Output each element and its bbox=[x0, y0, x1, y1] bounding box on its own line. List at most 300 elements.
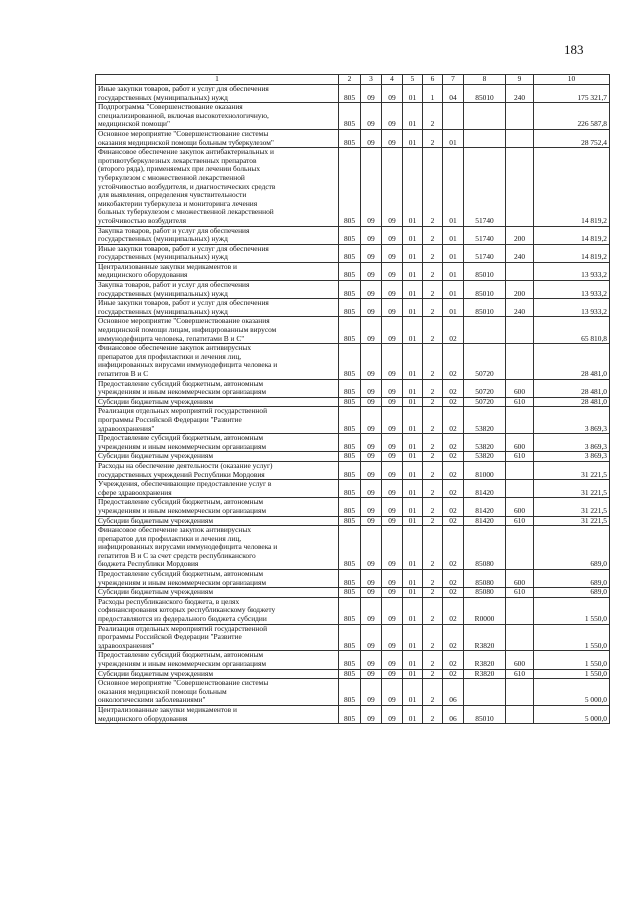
code-ministry: 805 bbox=[339, 461, 361, 479]
code-direction: 85010 bbox=[464, 262, 506, 280]
code-ministry: 805 bbox=[339, 498, 361, 516]
table-row bbox=[96, 262, 610, 280]
expense-name: Субсидии бюджетным учреждениям bbox=[96, 669, 339, 679]
amount-value: 3 869,3 bbox=[534, 452, 610, 462]
code-expense-type bbox=[506, 344, 534, 379]
code-subsection: 09 bbox=[382, 480, 403, 498]
table-row bbox=[96, 397, 610, 407]
table-row bbox=[96, 317, 610, 344]
amount-value: 5 000,0 bbox=[534, 705, 610, 723]
amount-value: 14 819,2 bbox=[534, 148, 610, 226]
code-subsection: 09 bbox=[382, 679, 403, 706]
code-subprogram: 2 bbox=[423, 480, 443, 498]
expense-name: Иные закупки товаров, работ и услуг для обеспечения государственных (муниципальных) нужд bbox=[96, 244, 339, 262]
code-activity: 02 bbox=[443, 516, 464, 526]
code-expense-type: 600 bbox=[506, 434, 534, 452]
amount-value: 31 221,5 bbox=[534, 516, 610, 526]
code-section: 09 bbox=[361, 452, 382, 462]
code-subprogram: 1 bbox=[423, 85, 443, 103]
code-ministry: 805 bbox=[339, 480, 361, 498]
code-program: 01 bbox=[403, 651, 423, 669]
expense-name: Расходы на обеспечение деятельности (оказание услуг) государственных учреждений Республики Мордовия bbox=[96, 461, 339, 479]
code-ministry: 805 bbox=[339, 397, 361, 407]
code-subsection: 09 bbox=[382, 526, 403, 570]
code-subsection: 09 bbox=[382, 570, 403, 588]
code-activity: 06 bbox=[443, 679, 464, 706]
expense-name: Предоставление субсидий бюджетным, автономным учреждениям и иным некоммерческим организациям bbox=[96, 651, 339, 669]
code-subsection: 09 bbox=[382, 299, 403, 317]
code-expense-type: 240 bbox=[506, 85, 534, 103]
code-ministry: 805 bbox=[339, 624, 361, 651]
expense-name: Субсидии бюджетным учреждениям bbox=[96, 397, 339, 407]
code-expense-type: 610 bbox=[506, 588, 534, 598]
code-activity: 02 bbox=[443, 379, 464, 397]
code-subsection: 09 bbox=[382, 669, 403, 679]
code-subsection: 09 bbox=[382, 407, 403, 434]
code-direction: 50720 bbox=[464, 397, 506, 407]
code-program: 01 bbox=[403, 379, 423, 397]
code-section: 09 bbox=[361, 344, 382, 379]
code-expense-type bbox=[506, 679, 534, 706]
code-program: 01 bbox=[403, 129, 423, 147]
table-row bbox=[96, 705, 610, 723]
code-direction: 85010 bbox=[464, 299, 506, 317]
table-row bbox=[96, 103, 610, 130]
table-row bbox=[96, 148, 610, 226]
expense-name: Субсидии бюджетным учреждениям bbox=[96, 516, 339, 526]
code-subprogram: 2 bbox=[423, 461, 443, 479]
code-direction: 81420 bbox=[464, 498, 506, 516]
column-header: 10 bbox=[534, 75, 610, 85]
table-row bbox=[96, 461, 610, 479]
expense-name: Реализация отдельных мероприятий государственной программы Российской Федерации "Развитие здравоохранения" bbox=[96, 407, 339, 434]
code-expense-type: 610 bbox=[506, 452, 534, 462]
code-ministry: 805 bbox=[339, 226, 361, 244]
code-expense-type: 200 bbox=[506, 281, 534, 299]
code-section: 09 bbox=[361, 434, 382, 452]
code-ministry: 805 bbox=[339, 281, 361, 299]
expense-name: Предоставление субсидий бюджетным, автономным учреждениям и иным некоммерческим организациям bbox=[96, 434, 339, 452]
code-subsection: 09 bbox=[382, 344, 403, 379]
code-section: 09 bbox=[361, 624, 382, 651]
table-row bbox=[96, 498, 610, 516]
code-expense-type bbox=[506, 597, 534, 624]
amount-value: 175 321,7 bbox=[534, 85, 610, 103]
table-row bbox=[96, 651, 610, 669]
expense-name: Иные закупки товаров, работ и услуг для обеспечения государственных (муниципальных) нужд bbox=[96, 299, 339, 317]
code-subprogram: 2 bbox=[423, 397, 443, 407]
code-ministry: 805 bbox=[339, 85, 361, 103]
table-row bbox=[96, 452, 610, 462]
code-subprogram: 2 bbox=[423, 103, 443, 130]
code-program: 01 bbox=[403, 281, 423, 299]
code-expense-type: 600 bbox=[506, 379, 534, 397]
code-section: 09 bbox=[361, 705, 382, 723]
code-activity bbox=[443, 103, 464, 130]
code-section: 09 bbox=[361, 669, 382, 679]
code-program: 01 bbox=[403, 262, 423, 280]
code-subprogram: 2 bbox=[423, 379, 443, 397]
code-subsection: 09 bbox=[382, 498, 403, 516]
code-expense-type: 610 bbox=[506, 669, 534, 679]
code-program: 01 bbox=[403, 526, 423, 570]
code-subprogram: 2 bbox=[423, 344, 443, 379]
table-row bbox=[96, 480, 610, 498]
code-direction bbox=[464, 103, 506, 130]
code-direction bbox=[464, 679, 506, 706]
code-subsection: 09 bbox=[382, 588, 403, 598]
code-expense-type bbox=[506, 103, 534, 130]
code-expense-type bbox=[506, 317, 534, 344]
expense-name: Основное мероприятие "Совершенствование оказания медицинской помощи лицам, инфицированным вирусом иммунодефицита человека, гепатитами В и С" bbox=[96, 317, 339, 344]
code-subprogram: 2 bbox=[423, 669, 443, 679]
amount-value: 1 550,0 bbox=[534, 651, 610, 669]
code-direction: R3820 bbox=[464, 669, 506, 679]
code-subsection: 09 bbox=[382, 103, 403, 130]
amount-value: 1 550,0 bbox=[534, 624, 610, 651]
code-subprogram: 2 bbox=[423, 129, 443, 147]
code-activity: 02 bbox=[443, 480, 464, 498]
code-ministry: 805 bbox=[339, 148, 361, 226]
code-direction: 51740 bbox=[464, 226, 506, 244]
code-program: 01 bbox=[403, 148, 423, 226]
code-program: 01 bbox=[403, 299, 423, 317]
code-ministry: 805 bbox=[339, 129, 361, 147]
code-expense-type bbox=[506, 262, 534, 280]
code-program: 01 bbox=[403, 344, 423, 379]
table-row bbox=[96, 344, 610, 379]
code-expense-type bbox=[506, 624, 534, 651]
table-row bbox=[96, 679, 610, 706]
column-header: 5 bbox=[403, 75, 423, 85]
code-program: 01 bbox=[403, 85, 423, 103]
code-program: 01 bbox=[403, 452, 423, 462]
expense-name: Реализация отдельных мероприятий государственной программы Российской Федерации "Развитие здравоохранения" bbox=[96, 624, 339, 651]
table-row bbox=[96, 281, 610, 299]
code-program: 01 bbox=[403, 498, 423, 516]
code-ministry: 805 bbox=[339, 588, 361, 598]
code-section: 09 bbox=[361, 679, 382, 706]
code-subsection: 09 bbox=[382, 85, 403, 103]
code-ministry: 805 bbox=[339, 299, 361, 317]
code-section: 09 bbox=[361, 299, 382, 317]
code-program: 01 bbox=[403, 588, 423, 598]
code-activity: 02 bbox=[443, 452, 464, 462]
code-subprogram: 2 bbox=[423, 588, 443, 598]
code-expense-type: 240 bbox=[506, 299, 534, 317]
amount-value: 3 869,3 bbox=[534, 407, 610, 434]
code-direction: R3820 bbox=[464, 624, 506, 651]
code-subprogram: 2 bbox=[423, 226, 443, 244]
code-subprogram: 2 bbox=[423, 498, 443, 516]
code-section: 09 bbox=[361, 480, 382, 498]
code-subprogram: 2 bbox=[423, 281, 443, 299]
code-activity: 04 bbox=[443, 85, 464, 103]
code-activity: 02 bbox=[443, 461, 464, 479]
code-subprogram: 2 bbox=[423, 516, 443, 526]
code-program: 01 bbox=[403, 669, 423, 679]
amount-value: 28 481,0 bbox=[534, 344, 610, 379]
code-direction: 85010 bbox=[464, 281, 506, 299]
code-activity: 02 bbox=[443, 570, 464, 588]
code-activity: 02 bbox=[443, 624, 464, 651]
code-direction: 85010 bbox=[464, 85, 506, 103]
budget-table bbox=[95, 74, 610, 724]
code-activity: 01 bbox=[443, 281, 464, 299]
code-expense-type: 200 bbox=[506, 226, 534, 244]
code-activity: 02 bbox=[443, 651, 464, 669]
code-direction: 50720 bbox=[464, 379, 506, 397]
code-activity: 02 bbox=[443, 498, 464, 516]
code-subsection: 09 bbox=[382, 452, 403, 462]
table-row bbox=[96, 226, 610, 244]
amount-value: 28 481,0 bbox=[534, 379, 610, 397]
expense-name: Централизованные закупки медикаментов и медицинского оборудования bbox=[96, 262, 339, 280]
code-section: 09 bbox=[361, 461, 382, 479]
code-program: 01 bbox=[403, 705, 423, 723]
code-subsection: 09 bbox=[382, 397, 403, 407]
code-program: 01 bbox=[403, 597, 423, 624]
code-subprogram: 2 bbox=[423, 317, 443, 344]
code-section: 09 bbox=[361, 129, 382, 147]
code-direction: R3820 bbox=[464, 651, 506, 669]
code-direction: 85080 bbox=[464, 570, 506, 588]
amount-value: 689,0 bbox=[534, 526, 610, 570]
expense-name: Учреждения, обеспечивающие предоставление услуг в сфере здравоохранения bbox=[96, 480, 339, 498]
code-subsection: 09 bbox=[382, 651, 403, 669]
expense-name: Расходы республиканского бюджета, в целях софинансирования которых республиканскому бюджету предоставляются из федерального бюджета субсидии bbox=[96, 597, 339, 624]
amount-value: 226 587,8 bbox=[534, 103, 610, 130]
table-row bbox=[96, 669, 610, 679]
code-program: 01 bbox=[403, 317, 423, 344]
code-section: 09 bbox=[361, 262, 382, 280]
code-direction: 81420 bbox=[464, 516, 506, 526]
code-subsection: 09 bbox=[382, 226, 403, 244]
code-section: 09 bbox=[361, 570, 382, 588]
code-subprogram: 2 bbox=[423, 148, 443, 226]
expense-name: Предоставление субсидий бюджетным, автономным учреждениям и иным некоммерческим организациям bbox=[96, 379, 339, 397]
expense-name: Финансовое обеспечение закупок антивирусных препаратов для профилактики и лечения лиц, инфицированных вирусами иммунодефицита человека и гепатитов В и С bbox=[96, 344, 339, 379]
table-row bbox=[96, 434, 610, 452]
code-section: 09 bbox=[361, 516, 382, 526]
amount-value: 13 933,2 bbox=[534, 299, 610, 317]
code-subsection: 09 bbox=[382, 148, 403, 226]
table-row bbox=[96, 526, 610, 570]
code-ministry: 805 bbox=[339, 434, 361, 452]
column-header: 4 bbox=[382, 75, 403, 85]
code-subprogram: 2 bbox=[423, 244, 443, 262]
code-activity: 02 bbox=[443, 588, 464, 598]
code-program: 01 bbox=[403, 570, 423, 588]
code-subsection: 09 bbox=[382, 705, 403, 723]
code-section: 09 bbox=[361, 651, 382, 669]
code-ministry: 805 bbox=[339, 597, 361, 624]
expense-name: Закупка товаров, работ и услуг для обеспечения государственных (муниципальных) нужд bbox=[96, 281, 339, 299]
code-subsection: 09 bbox=[382, 244, 403, 262]
code-direction: 81420 bbox=[464, 480, 506, 498]
amount-value: 1 550,0 bbox=[534, 597, 610, 624]
code-ministry: 805 bbox=[339, 679, 361, 706]
code-activity: 01 bbox=[443, 226, 464, 244]
table-row bbox=[96, 624, 610, 651]
code-expense-type: 600 bbox=[506, 570, 534, 588]
code-activity: 02 bbox=[443, 344, 464, 379]
code-subprogram: 2 bbox=[423, 597, 443, 624]
code-activity: 01 bbox=[443, 299, 464, 317]
code-section: 09 bbox=[361, 103, 382, 130]
code-expense-type: 600 bbox=[506, 651, 534, 669]
code-expense-type: 610 bbox=[506, 397, 534, 407]
code-activity: 01 bbox=[443, 244, 464, 262]
code-direction: 53820 bbox=[464, 452, 506, 462]
code-subsection: 09 bbox=[382, 129, 403, 147]
code-ministry: 805 bbox=[339, 516, 361, 526]
expense-name: Субсидии бюджетным учреждениям bbox=[96, 452, 339, 462]
code-section: 09 bbox=[361, 379, 382, 397]
code-subprogram: 2 bbox=[423, 705, 443, 723]
column-header: 6 bbox=[423, 75, 443, 85]
amount-value: 13 933,2 bbox=[534, 262, 610, 280]
code-section: 09 bbox=[361, 85, 382, 103]
code-expense-type: 610 bbox=[506, 516, 534, 526]
code-subsection: 09 bbox=[382, 461, 403, 479]
code-ministry: 805 bbox=[339, 244, 361, 262]
expense-name: Финансовое обеспечение закупок антивирусных препаратов для профилактики и лечения лиц, инфицированных вирусами иммунодефицита человека и гепатитов В и С за счет средств республиканского бюджета Республики Мордовия bbox=[96, 526, 339, 570]
code-section: 09 bbox=[361, 226, 382, 244]
amount-value: 31 221,5 bbox=[534, 480, 610, 498]
amount-value: 3 869,3 bbox=[534, 434, 610, 452]
code-activity: 02 bbox=[443, 669, 464, 679]
code-ministry: 805 bbox=[339, 651, 361, 669]
code-expense-type: 240 bbox=[506, 244, 534, 262]
code-program: 01 bbox=[403, 624, 423, 651]
amount-value: 13 933,2 bbox=[534, 281, 610, 299]
table-row bbox=[96, 516, 610, 526]
amount-value: 14 819,2 bbox=[534, 244, 610, 262]
code-activity: 06 bbox=[443, 705, 464, 723]
code-subprogram: 2 bbox=[423, 452, 443, 462]
amount-value: 689,0 bbox=[534, 588, 610, 598]
code-ministry: 805 bbox=[339, 705, 361, 723]
expense-name: Закупка товаров, работ и услуг для обеспечения государственных (муниципальных) нужд bbox=[96, 226, 339, 244]
code-subsection: 09 bbox=[382, 434, 403, 452]
code-section: 09 bbox=[361, 148, 382, 226]
expense-name: Централизованные закупки медикаментов и медицинского оборудования bbox=[96, 705, 339, 723]
code-ministry: 805 bbox=[339, 669, 361, 679]
amount-value: 31 221,5 bbox=[534, 498, 610, 516]
code-section: 09 bbox=[361, 588, 382, 598]
table-row bbox=[96, 129, 610, 147]
code-expense-type bbox=[506, 480, 534, 498]
table-row bbox=[96, 85, 610, 103]
code-subsection: 09 bbox=[382, 597, 403, 624]
code-ministry: 805 bbox=[339, 262, 361, 280]
amount-value: 689,0 bbox=[534, 570, 610, 588]
code-direction: 51740 bbox=[464, 244, 506, 262]
code-program: 01 bbox=[403, 407, 423, 434]
column-header: 3 bbox=[361, 75, 382, 85]
code-subsection: 09 bbox=[382, 281, 403, 299]
code-direction: 85080 bbox=[464, 526, 506, 570]
code-ministry: 805 bbox=[339, 407, 361, 434]
table-row bbox=[96, 379, 610, 397]
amount-value: 28 752,4 bbox=[534, 129, 610, 147]
code-expense-type bbox=[506, 461, 534, 479]
expense-name: Предоставление субсидий бюджетным, автономным учреждениям и иным некоммерческим организациям bbox=[96, 570, 339, 588]
code-program: 01 bbox=[403, 480, 423, 498]
amount-value: 28 481,0 bbox=[534, 397, 610, 407]
code-activity: 02 bbox=[443, 397, 464, 407]
code-activity: 01 bbox=[443, 129, 464, 147]
expense-name: Финансовое обеспечение закупок антибактериальных и противотуберкулезных лекарственных препаратов (второго ряда), применяемых при лечении больных туберкулезом с множественной лекарственной устойчивостью возбудителя, и диагностических средств для выявления, определения чувствительности микобактерии туберкулеза и мониторинга лечения больных туберкулезом с множественной лекарственной устойчивостью возбудителя bbox=[96, 148, 339, 226]
amount-value: 5 000,0 bbox=[534, 679, 610, 706]
code-activity: 01 bbox=[443, 262, 464, 280]
table-body bbox=[96, 85, 610, 724]
code-program: 01 bbox=[403, 397, 423, 407]
code-subsection: 09 bbox=[382, 317, 403, 344]
table-row bbox=[96, 407, 610, 434]
column-header: 1 bbox=[96, 75, 339, 85]
code-activity: 02 bbox=[443, 407, 464, 434]
code-program: 01 bbox=[403, 516, 423, 526]
expense-name: Иные закупки товаров, работ и услуг для обеспечения государственных (муниципальных) нужд bbox=[96, 85, 339, 103]
code-direction: R0000 bbox=[464, 597, 506, 624]
code-subprogram: 2 bbox=[423, 434, 443, 452]
code-ministry: 805 bbox=[339, 103, 361, 130]
code-activity: 01 bbox=[443, 148, 464, 226]
code-activity: 02 bbox=[443, 434, 464, 452]
column-header: 8 bbox=[464, 75, 506, 85]
page-number: 183 bbox=[564, 42, 584, 57]
code-expense-type bbox=[506, 148, 534, 226]
code-subsection: 09 bbox=[382, 624, 403, 651]
code-program: 01 bbox=[403, 461, 423, 479]
code-program: 01 bbox=[403, 103, 423, 130]
code-section: 09 bbox=[361, 597, 382, 624]
code-subprogram: 2 bbox=[423, 624, 443, 651]
column-header: 7 bbox=[443, 75, 464, 85]
code-direction: 53820 bbox=[464, 434, 506, 452]
table-row bbox=[96, 588, 610, 598]
amount-value: 1 550,0 bbox=[534, 669, 610, 679]
code-subsection: 09 bbox=[382, 379, 403, 397]
code-direction bbox=[464, 129, 506, 147]
code-subprogram: 2 bbox=[423, 299, 443, 317]
column-header: 2 bbox=[339, 75, 361, 85]
code-expense-type bbox=[506, 129, 534, 147]
expense-name: Субсидии бюджетным учреждениям bbox=[96, 588, 339, 598]
amount-value: 31 221,5 bbox=[534, 461, 610, 479]
code-program: 01 bbox=[403, 679, 423, 706]
code-subprogram: 2 bbox=[423, 262, 443, 280]
expense-name: Предоставление субсидий бюджетным, автономным учреждениям и иным некоммерческим организациям bbox=[96, 498, 339, 516]
code-ministry: 805 bbox=[339, 452, 361, 462]
code-section: 09 bbox=[361, 526, 382, 570]
code-activity: 02 bbox=[443, 597, 464, 624]
expense-name: Подпрограмма "Совершенствование оказания специализированной, включая высокотехнологичную, медицинской помощи" bbox=[96, 103, 339, 130]
code-expense-type bbox=[506, 407, 534, 434]
code-subsection: 09 bbox=[382, 516, 403, 526]
code-direction: 50720 bbox=[464, 344, 506, 379]
code-direction: 53820 bbox=[464, 407, 506, 434]
code-section: 09 bbox=[361, 407, 382, 434]
code-ministry: 805 bbox=[339, 344, 361, 379]
amount-value: 65 810,8 bbox=[534, 317, 610, 344]
column-header: 9 bbox=[506, 75, 534, 85]
code-direction: 51740 bbox=[464, 148, 506, 226]
code-activity: 02 bbox=[443, 526, 464, 570]
code-ministry: 805 bbox=[339, 379, 361, 397]
